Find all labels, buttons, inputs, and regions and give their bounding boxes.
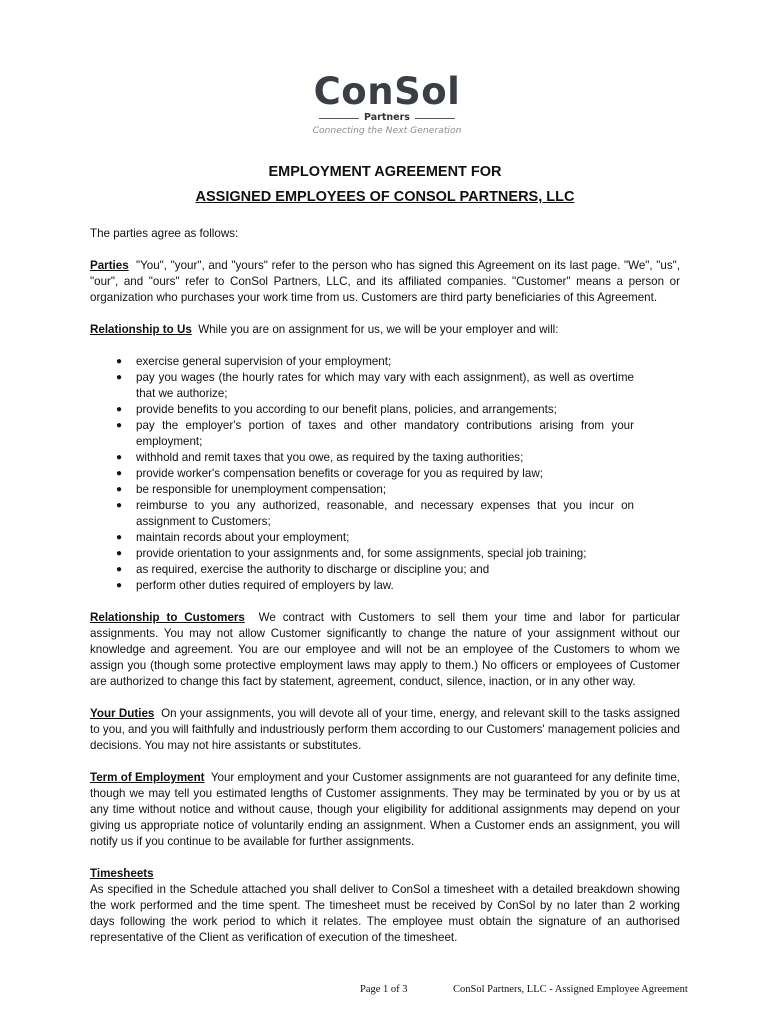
logo-rule-right <box>415 118 455 119</box>
list-item: ● pay you wages (the hourly rates for which may vary with each assignment), as well as overtime that we authorize; <box>116 371 634 400</box>
bullet-icon: ● <box>116 372 123 383</box>
parties-heading: Parties <box>90 259 129 272</box>
bullet-icon: ● <box>116 548 123 559</box>
logo-subtitle: Partners <box>364 112 410 123</box>
relationship-us-heading: Relationship to Us <box>90 323 192 336</box>
relationship-customers-section <box>90 610 680 690</box>
list-item: ● perform other duties required of employers by law. <box>116 579 394 592</box>
bullet-icon: ● <box>116 564 123 575</box>
term-heading: Term of Employment <box>90 771 205 784</box>
your-duties-heading: Your Duties <box>90 707 155 720</box>
relationship-us-section <box>90 322 680 338</box>
list-item: ● as required, exercise the authority to discharge or discipline you; and <box>116 563 490 576</box>
relationship-customers-text: We contract with Customers to sell them your time and labor for particular assignments. You may not allow Customer significantly to change the nature of your assignment without our knowledge and agreement. You are our employee and will not be an employee of the Customers to whom we assign you (though some protective employment laws may apply to them.) No officers or employees of Customer are authorized to change this fact by statement, agreement, conduct, silence, inaction, or in any other way. <box>90 611 681 688</box>
term-text: Your employment and your Customer assignments are not guaranteed for any definite time, though we may tell you estimated lengths of Customer assignments. They may be terminated by you or by us at any time without notice and without cause, though your eligibility for additional assignments may depend on your giving us appropriate notice of voluntarily ending an assignment. When a Customer ends an assignment, you will notify us if you continue to be available for further assignments. <box>90 771 681 848</box>
list-item: ● maintain records about your employment; <box>116 531 350 544</box>
bullet-icon: ● <box>116 500 123 511</box>
document-body <box>90 226 680 962</box>
bullet-icon: ● <box>116 532 123 543</box>
timesheets-section <box>90 866 680 946</box>
your-duties-section <box>90 706 680 754</box>
document-title-line1: EMPLOYMENT AGREEMENT FOR <box>268 164 502 180</box>
logo-sub-row <box>312 112 462 124</box>
intro-paragraph: The parties agree as follows: <box>90 227 239 240</box>
term-section <box>90 770 680 850</box>
your-duties-text: On your assignments, you will devote all of your time, energy, and relevant skill to the tasks assigned to you, and you will faithfully and industriously perform them according to our Customers' management policies and decisions. You may not hire assistants or substitutes. <box>90 707 680 752</box>
bullet-icon: ● <box>116 484 123 495</box>
employer-duties-list <box>90 354 680 594</box>
logo-rule-left <box>319 118 359 119</box>
bullet-icon: ● <box>116 404 123 415</box>
list-item: ● provide orientation to your assignments and, for some assignments, special job training; <box>116 547 587 560</box>
relationship-customers-heading: Relationship to Customers <box>90 611 245 624</box>
parties-text: "You", "your", and "yours" refer to the person who has signed this Agreement on its last page. "We", "us", "our", and "ours" refer to ConSol Partners, LLC, and its affiliated companies. "Customer" means a person or organization who purchases your work time from us. Customers are third party beneficiaries of this Agreement. <box>90 259 680 304</box>
timesheets-text: As specified in the Schedule attached you shall deliver to ConSol a timesheet with a detailed breakdown showing the work performed and the time spent. The timesheet must be received by ConSol by no later than 2 working days following the work period to which it relates. The employee must obtain the signature of an authorised representative of the Client as verification of execution of the timesheet. <box>90 883 680 944</box>
footer-document-title: ConSol Partners, LLC - Assigned Employee Agreement <box>453 984 688 995</box>
logo-wordmark: ConSol <box>313 70 461 113</box>
parties-section <box>90 258 680 306</box>
bullet-icon: ● <box>116 356 123 367</box>
list-item: ● be responsible for unemployment compensation; <box>116 483 387 496</box>
page-number: Page 1 of 3 <box>360 984 408 995</box>
timesheets-heading: Timesheets <box>90 867 154 880</box>
list-item: ● pay the employer's portion of taxes and other mandatory contributions arising from your employment; <box>116 419 634 448</box>
bullet-icon: ● <box>116 452 123 463</box>
bullet-icon: ● <box>116 420 123 431</box>
bullet-icon: ● <box>116 580 123 591</box>
list-item: ● provide worker's compensation benefits or coverage for you as required by law; <box>116 467 543 480</box>
list-item: ● provide benefits to you according to our benefit plans, policies, and arrangements; <box>116 403 557 416</box>
consol-logo <box>312 72 462 136</box>
relationship-us-text: While you are on assignment for us, we will be your employer and will: <box>198 323 559 336</box>
list-item: ● exercise general supervision of your employment; <box>116 355 392 368</box>
document-title-line2: ASSIGNED EMPLOYEES OF CONSOL PARTNERS, LLC <box>195 189 575 205</box>
list-item: ● withhold and remit taxes that you owe, as required by the taxing authorities; <box>116 451 524 464</box>
list-item: ● reimburse to you any authorized, reasonable, and necessary expenses that you incur on assignment to Customers; <box>116 499 634 528</box>
logo-tagline: Connecting the Next Generation <box>312 125 462 136</box>
bullet-icon: ● <box>116 468 123 479</box>
